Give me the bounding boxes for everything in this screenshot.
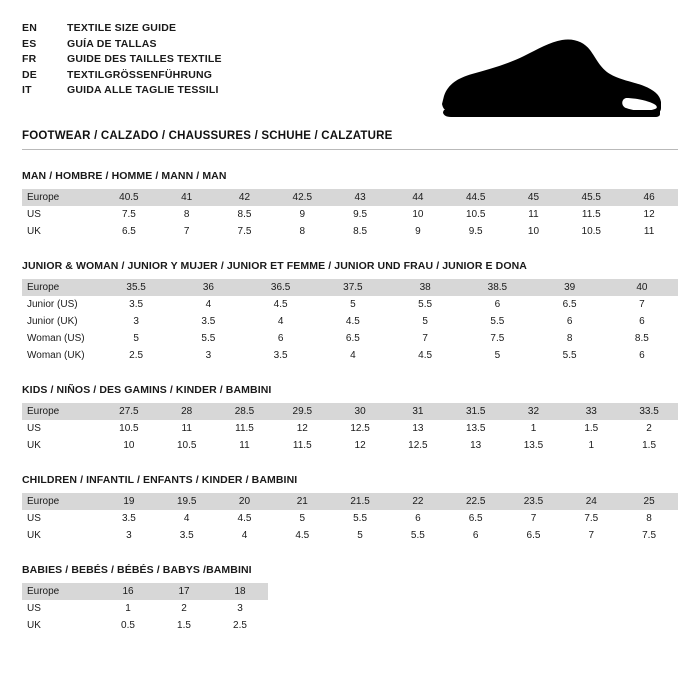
cell: 13 [447, 437, 505, 454]
table-row [22, 330, 678, 347]
cell: 4.5 [317, 313, 389, 330]
cell: 37.5 [317, 279, 389, 296]
cell: 7 [158, 223, 216, 240]
row-label: Woman (US) [22, 330, 100, 347]
dress-shoe-icon [438, 36, 668, 120]
row-label: Europe [22, 189, 100, 206]
cell: 10 [389, 206, 447, 223]
cell: 5.5 [461, 313, 533, 330]
cell: 20 [216, 493, 274, 510]
cell: 25 [620, 493, 678, 510]
language-title-list [22, 22, 222, 100]
cell: 30 [331, 403, 389, 420]
row-label: US [22, 510, 100, 527]
header-divider [22, 149, 678, 150]
row-label: UK [22, 223, 100, 240]
cell: 5.5 [389, 296, 461, 313]
cell: 4.5 [389, 347, 461, 364]
cell: 8.5 [216, 206, 274, 223]
row-label: US [22, 206, 100, 223]
cell: 6.5 [100, 223, 158, 240]
table-row [22, 617, 268, 634]
cell: 2.5 [212, 617, 268, 634]
cell: 0.5 [100, 617, 156, 634]
size-table-children [22, 493, 678, 544]
cell: 8 [620, 510, 678, 527]
row-label: Europe [22, 583, 100, 600]
cell: 1 [505, 420, 563, 437]
cell: 4.5 [216, 510, 274, 527]
table-row [22, 206, 678, 223]
row-label: Woman (UK) [22, 347, 100, 364]
cell: 11 [505, 206, 563, 223]
table-row [22, 437, 678, 454]
table-row [22, 313, 678, 330]
cell: 40 [606, 279, 678, 296]
row-label: Europe [22, 493, 100, 510]
cell: 7 [389, 330, 461, 347]
table-row [22, 420, 678, 437]
cell: 9 [273, 206, 331, 223]
language-row [22, 84, 222, 100]
language-code: ES [22, 37, 37, 50]
language-title: TEXTILGRÖSSENFÜHRUNG [67, 68, 213, 81]
row-label: Junior (US) [22, 296, 100, 313]
cell: 21.5 [331, 493, 389, 510]
cell: 35.5 [100, 279, 172, 296]
row-label: US [22, 600, 100, 617]
cell: 2.5 [100, 347, 172, 364]
language-title: GUIDA ALLE TAGLIE TESSILI [67, 84, 219, 96]
cell: 31.5 [447, 403, 505, 420]
cell: 3 [100, 527, 158, 544]
cell: 11.5 [273, 437, 331, 454]
cell: 45 [505, 189, 563, 206]
cell: 5 [317, 296, 389, 313]
language-title: GUÍA DE TALLAS [67, 37, 157, 50]
cell: 28 [158, 403, 216, 420]
cell: 6.5 [317, 330, 389, 347]
language-title: TEXTILE SIZE GUIDE [67, 22, 177, 34]
cell: 36.5 [245, 279, 317, 296]
section-title: KIDS / NIÑOS / DES GAMINS / KINDER / BAMBINI [22, 384, 272, 396]
cell: 18 [212, 583, 268, 600]
cell: 13.5 [505, 437, 563, 454]
cell: 38.5 [461, 279, 533, 296]
cell: 7.5 [100, 206, 158, 223]
table-row [22, 493, 678, 510]
cell: 22 [389, 493, 447, 510]
section-title: MAN / HOMBRE / HOMME / MANN / MAN [22, 170, 227, 182]
cell: 24 [562, 493, 620, 510]
cell: 46 [620, 189, 678, 206]
cell: 5.5 [534, 347, 606, 364]
cell: 12.5 [331, 420, 389, 437]
cell: 1 [100, 600, 156, 617]
cell: 7.5 [461, 330, 533, 347]
language-row [22, 22, 222, 38]
cell: 38 [389, 279, 461, 296]
table-row [22, 189, 678, 206]
cell: 33 [562, 403, 620, 420]
cell: 6.5 [505, 527, 563, 544]
cell: 6 [447, 527, 505, 544]
cell: 4 [216, 527, 274, 544]
cell: 12 [331, 437, 389, 454]
language-title: GUIDE DES TAILLES TEXTILE [67, 53, 222, 65]
cell: 4 [158, 510, 216, 527]
section-title: BABIES / BEBÉS / BÉBÉS / BABYS /BAMBINI [22, 564, 252, 576]
cell: 5 [461, 347, 533, 364]
cell: 5.5 [389, 527, 447, 544]
cell: 33.5 [620, 403, 678, 420]
cell: 13 [389, 420, 447, 437]
cell: 9 [389, 223, 447, 240]
cell: 28.5 [216, 403, 274, 420]
cell: 2 [156, 600, 212, 617]
cell: 19.5 [158, 493, 216, 510]
cell: 10 [505, 223, 563, 240]
language-code: EN [22, 22, 37, 34]
cell: 10.5 [158, 437, 216, 454]
cell: 4 [317, 347, 389, 364]
cell: 5 [100, 330, 172, 347]
row-label: Junior (UK) [22, 313, 100, 330]
cell: 11 [620, 223, 678, 240]
cell: 3.5 [100, 296, 172, 313]
cell: 5.5 [331, 510, 389, 527]
language-row [22, 69, 222, 85]
cell: 3 [212, 600, 268, 617]
cell: 11 [216, 437, 274, 454]
row-label: Europe [22, 403, 100, 420]
cell: 44.5 [447, 189, 505, 206]
cell: 4 [172, 296, 244, 313]
table-row [22, 583, 268, 600]
cell: 3.5 [172, 313, 244, 330]
cell: 23.5 [505, 493, 563, 510]
cell: 6.5 [534, 296, 606, 313]
cell: 6 [606, 313, 678, 330]
cell: 8 [534, 330, 606, 347]
cell: 16 [100, 583, 156, 600]
row-label: US [22, 420, 100, 437]
cell: 3 [100, 313, 172, 330]
table-row [22, 403, 678, 420]
section-kids [22, 384, 678, 454]
table-row [22, 296, 678, 313]
cell: 27.5 [100, 403, 158, 420]
section-junior-woman [22, 260, 678, 364]
cell: 11.5 [216, 420, 274, 437]
cell: 2 [620, 420, 678, 437]
cell: 12 [620, 206, 678, 223]
table-row [22, 527, 678, 544]
cell: 8.5 [331, 223, 389, 240]
cell: 3.5 [245, 347, 317, 364]
table-row [22, 223, 678, 240]
cell: 4.5 [245, 296, 317, 313]
row-label: Europe [22, 279, 100, 296]
cell: 7.5 [216, 223, 274, 240]
cell: 13.5 [447, 420, 505, 437]
cell: 36 [172, 279, 244, 296]
cell: 19 [100, 493, 158, 510]
cell: 7 [505, 510, 563, 527]
cell: 45.5 [562, 189, 620, 206]
section-man [22, 170, 678, 240]
cell: 1 [562, 437, 620, 454]
cell: 9.5 [331, 206, 389, 223]
cell: 6 [534, 313, 606, 330]
cell: 22.5 [447, 493, 505, 510]
language-row [22, 53, 222, 69]
cell: 4.5 [273, 527, 331, 544]
language-code: IT [22, 84, 32, 96]
section-title: CHILDREN / INFANTIL / ENFANTS / KINDER / BAMBINI [22, 474, 298, 486]
cell: 11.5 [562, 206, 620, 223]
cell: 3 [172, 347, 244, 364]
cell: 40.5 [100, 189, 158, 206]
cell: 6 [389, 510, 447, 527]
cell: 31 [389, 403, 447, 420]
cell: 10.5 [562, 223, 620, 240]
cell: 10.5 [447, 206, 505, 223]
cell: 8 [273, 223, 331, 240]
section-babies [22, 564, 678, 634]
cell: 8.5 [606, 330, 678, 347]
cell: 3.5 [158, 527, 216, 544]
cell: 7.5 [562, 510, 620, 527]
cell: 1.5 [562, 420, 620, 437]
cell: 6 [461, 296, 533, 313]
language-code: DE [22, 68, 37, 81]
row-label: UK [22, 617, 100, 634]
cell: 43 [331, 189, 389, 206]
cell: 6.5 [447, 510, 505, 527]
cell: 10.5 [100, 420, 158, 437]
cell: 4 [245, 313, 317, 330]
cell: 1.5 [620, 437, 678, 454]
cell: 5 [331, 527, 389, 544]
cell: 7 [606, 296, 678, 313]
cell: 10 [100, 437, 158, 454]
cell: 12.5 [389, 437, 447, 454]
cell: 8 [158, 206, 216, 223]
row-label: UK [22, 527, 100, 544]
size-table-kids [22, 403, 678, 454]
cell: 6 [245, 330, 317, 347]
cell: 9.5 [447, 223, 505, 240]
cell: 7.5 [620, 527, 678, 544]
table-row [22, 279, 678, 296]
section-title: JUNIOR & WOMAN / JUNIOR Y MUJER / JUNIOR ET FEMME / JUNIOR UND FRAU / JUNIOR E DONA [22, 260, 527, 272]
cell: 5.5 [172, 330, 244, 347]
cell: 1.5 [156, 617, 212, 634]
language-code: FR [22, 53, 37, 65]
cell: 39 [534, 279, 606, 296]
cell: 6 [606, 347, 678, 364]
table-row [22, 600, 268, 617]
cell: 32 [505, 403, 563, 420]
cell: 29.5 [273, 403, 331, 420]
cell: 11 [158, 420, 216, 437]
cell: 12 [273, 420, 331, 437]
cell: 5 [273, 510, 331, 527]
cell: 42 [216, 189, 274, 206]
language-row [22, 38, 222, 54]
cell: 7 [562, 527, 620, 544]
cell: 41 [158, 189, 216, 206]
size-table-man [22, 189, 678, 240]
table-row [22, 510, 678, 527]
category-heading: FOOTWEAR / CALZADO / CHAUSSURES / SCHUHE / CALZATURE [22, 130, 393, 142]
cell: 44 [389, 189, 447, 206]
cell: 5 [389, 313, 461, 330]
table-row [22, 347, 678, 364]
size-table-junior-woman [22, 279, 678, 364]
section-children [22, 474, 678, 544]
cell: 3.5 [100, 510, 158, 527]
cell: 42.5 [273, 189, 331, 206]
cell: 21 [273, 493, 331, 510]
cell: 17 [156, 583, 212, 600]
row-label: UK [22, 437, 100, 454]
size-table-babies [22, 583, 268, 634]
page-header [22, 22, 678, 122]
